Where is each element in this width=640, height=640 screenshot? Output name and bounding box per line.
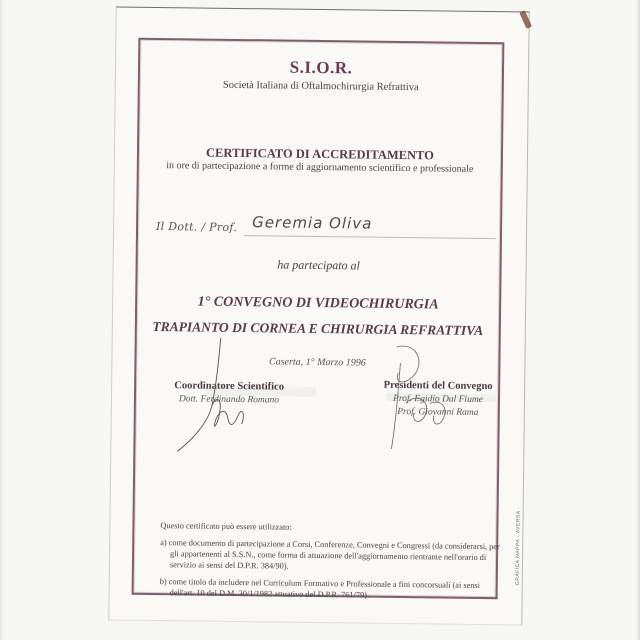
corner-mark [519, 10, 532, 29]
org-acronym: S.I.O.R. [289, 57, 353, 78]
event-title-line2: TRAPIANTO DI CORNEA E CHIRURGIA REFRATTIVA [152, 318, 484, 339]
signatory-left [154, 380, 304, 406]
place-date: Caserta, 1° Marzo 1996 [268, 356, 366, 369]
signatory-right-name-2: Prof. Giovanni Rama [397, 406, 479, 418]
signatory-right [368, 380, 508, 419]
org-name: Società Italiana di Oftalmochirurgia Refrattiva [222, 79, 419, 94]
frame-edge-right [636, 0, 640, 640]
certificate-paper [108, 6, 529, 625]
recipient-label: Il Dott. / Prof. [156, 220, 238, 234]
frame-edge-left [0, 0, 4, 640]
certificate-title: CERTIFICATO DI ACCREDITAMENTO [205, 145, 434, 163]
recipient-row [156, 212, 496, 242]
recipient-name: Geremia Oliva [252, 213, 373, 233]
usage-section [159, 520, 500, 608]
signatory-right-name-1: Prof. Egidio Dal Fiume [392, 393, 483, 406]
participated-text: ha partecipato al [277, 257, 361, 273]
printer-note: GRAFICA NAPPA - AVERSA [514, 510, 522, 586]
signatory-right-role: Presidenti del Convegno [383, 379, 493, 393]
usage-item-a: a) come documento di partecipazione a Corsi, Conferenze, Convegni e Congressi (da considerarsi, per gli appartenenti al S.S.N., come forma di attuazione dell'aggiornamento rientrante nell'orario di servizio ai sensi del D.P.R. 384/90). [160, 538, 500, 571]
event-title-line1: 1° CONVEGNO DI VIDEOCHIRURGIA [197, 294, 439, 313]
usage-intro: Questo certificato può essere utilizzato: [160, 521, 292, 532]
certificate-subtitle: in ore di partecipazione a forme di aggiornamento scientifico e professionale [166, 160, 474, 175]
certificate-content [134, 40, 503, 600]
certificate-border [132, 38, 505, 599]
usage-item-b: b) come titolo da includere nel Curriculum Formativo e Professionale a fini concorsuali (ai sensi dell'art. 10 del D.M. 30/1/1982 attuativo del D.P.R. 761/79). [159, 577, 481, 600]
signatory-left-role: Coordinatore Scientifico [174, 380, 285, 393]
recipient-underline [244, 235, 496, 239]
signatory-left-name: Dott. Ferdinando Romano [178, 394, 280, 406]
